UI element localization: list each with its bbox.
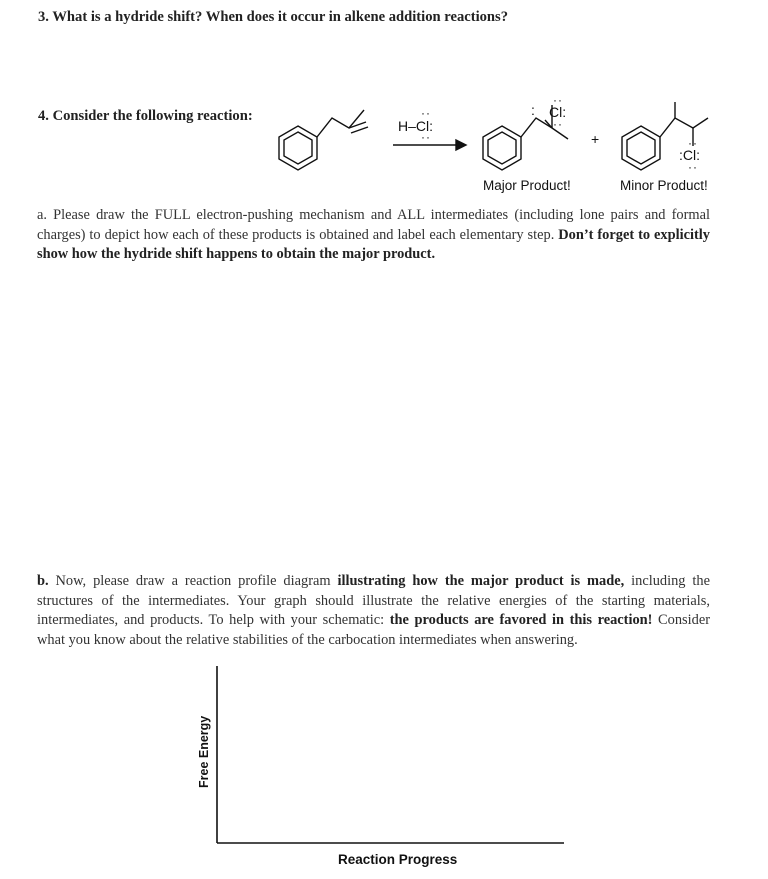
minor-product-label: Minor Product! bbox=[620, 178, 708, 193]
question-4-heading: 4. Consider the following reaction: bbox=[38, 108, 253, 124]
part-b-prefix: b. bbox=[37, 573, 49, 589]
part-a-bold-text: Don’t forget to explicitly show how the hydride shift happens to obtain the major product. bbox=[37, 226, 710, 263]
major-product-label: Major Product! bbox=[483, 178, 571, 193]
reagent-label: H–Cl: bbox=[398, 118, 434, 134]
minor-cl-lone-pair-bottom: ·· bbox=[688, 160, 698, 174]
part-b-text-3: Consider what you know about the relative stabilities of the carbocation intermediates when answering. bbox=[37, 612, 711, 648]
reagent-lone-pair-top: ·· bbox=[421, 106, 431, 120]
x-axis-label: Reaction Progress bbox=[338, 852, 458, 867]
part-b-bold-1: illustrating how the major product is made, bbox=[337, 573, 625, 589]
major-product-chlorine: Cl: bbox=[549, 104, 567, 120]
major-cl-lone-pair-left: : bbox=[531, 102, 535, 118]
part-a-text: a. Please draw the FULL electron-pushing mechanism and ALL intermediates (including lone pairs and formal charges) to depict how each of these products is obtained and label each elementary step. bbox=[37, 207, 710, 243]
part-b-text-1: Now, please draw a reaction profile diagram bbox=[48, 573, 338, 589]
y-axis-label: Free Energy bbox=[197, 715, 211, 788]
reagent-lone-pair-bottom: ·· bbox=[421, 130, 431, 144]
part-b-text-2: including the structures of the intermediates. Your graph should illustrate the relative energies of the starting materials, intermediates, and products. To help with your schematic: bbox=[37, 573, 710, 629]
minor-cl-lone-pair-top: ·· bbox=[688, 136, 698, 150]
part-b-bold-2: the products are favored in this reaction! bbox=[389, 612, 653, 629]
major-cl-lone-pair-top: ·· bbox=[553, 93, 563, 107]
minor-product-chlorine: :Cl: bbox=[679, 147, 700, 163]
question-3: 3. What is a hydride shift? When does it occur in alkene addition reactions? bbox=[38, 9, 509, 25]
major-cl-lone-pair-bottom: ·· bbox=[553, 117, 563, 131]
plus-sign: + bbox=[591, 131, 600, 147]
